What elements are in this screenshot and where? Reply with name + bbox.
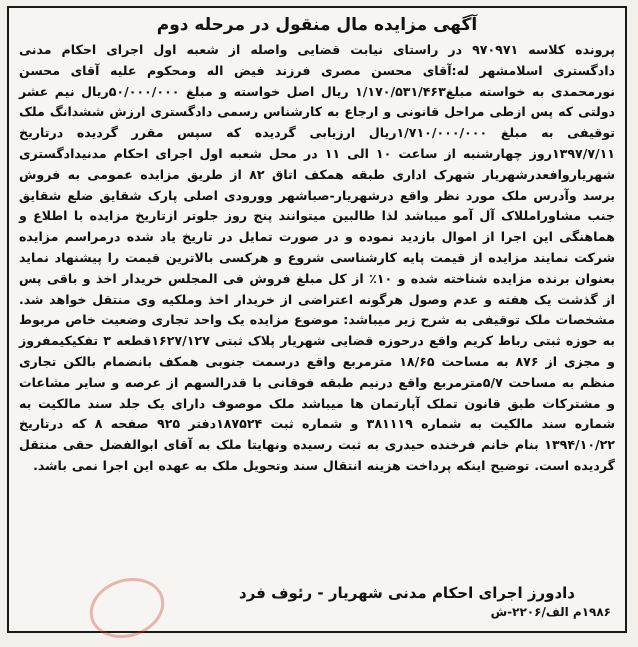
signature: دادورز اجرای احکام مدنی شهریار - رئوف فرد [239,584,575,602]
notice-body: پرونده کلاسه ۹۷۰۹۷۱ در راستای نیابت قضایی واصله از شعبه اول اجرای احکام مدنی دادگستری اسلامشهر له:آقای محسن مصری فرزند فیض اله ومحکوم علیه آقای محسن نورمحمدی به خواسته مبلغ۱/۱۷۰/۵۳۱/۴۶۳ ریال اصل خواسته و مبلغ ۵۰/۰۰۰/۰۰۰ریال نیم عشر دولتی که پس ازطی مراحل قانونی و ارجاع به کارشناس رسمی دادگستری ارزش ششدانگ ملک توقیفی به مبلغ ۱/۷۱۰/۰۰۰/۰۰۰ریال ارزیابی گردیده که سپس مقرر گردیده درتاریخ ۱۳۹۷/۷/۱۱روز چهارشنبه از ساعت ۱۰ الی ۱۱ در محل شعبه اول اجرای احکام مدنیدادگستری شهریاروافعدرشهریار شهرک اداری طبقه همکف اتاق ۸۲ از طریق مزایده عمومی به فروش برسد وآدرس ملک مورد نظر واقع درشهریار-صباشهر وورودی اصلی پارک شقایق ضلع شقایق جنب مشاورامللاک آل آمو میباشد لذا طالبین میتوانند پنج روز جلوتر ازتاریخ مزایده با اطلاع و هماهنگی این اجرا از اموال بازدید نموده و در صورت تمایل در تاریخ یاد شده درمراسم مزایده شرکت نمایند مزایده از قیمت پایه کارشناسی شروع و هرکسی بالاترین قیمت را پیشنهاد نماید بعنوان برنده مزایده شناخته شده و ۱۰٪ از کل مبلغ فروش فی المجلس خریدار اخذ و باقی پس از گذشت یک هفته و عدم وصول هرگونه اعتراضی از خریدار اخذ وملکیه وی منتقل خواهد شد. مشخصات ملک توقیفی به شرح زیر میباشد: موضوع مزایده یک واحد تجاری وضعیت خاص مربوط به حوزه ثبتی رباط کریم واقع درحوزه قضایی شهریار پلاک ثبتی ۱۶۲۷/۱۲۷قطعه ۳ تفکیکیمفروز و مجزی از ۸۷۶ به مساحت ۱۸/۶۵ مترمربع واقع درسمت جنوبی همکف بانضمام بالکن تجاری منظم به مساحت ۵/۷مترمربع واقع درنیم طبقه فوقانی با قدرالسهم از عرصه و سایر مشاعات و مشترکات طبق قانون تملک آپارتمان ها میباشد ملک موصوف دارای یک جلد سند مالکیت به شماره سند مالکیت به شماره ۳۸۱۱۱۹ و شماره ثبت ۱۸۷۵۲۴دفتر ۹۲۵ صفحه ۸ که درتاریخ ۱۳۹۴/۱۰/۲۲ بنام خانم فرخنده حیدری به ثبت رسیده ونهایتا ملک به آقای ابوالفضل حقی منتقل گردیده است. توضیح اینکه پرداخت هزینه انتقال سند وتحویل ملک به عهده این اجرا نمی باشد. [19,42,615,473]
auction-notice [7,6,627,633]
stamp-mark [82,569,172,647]
notice-footer [19,583,615,623]
notice-title: آگهی مزایده مال منقول در مرحله دوم [156,15,478,35]
reference-number: ۱۹۸۶م الف/۲۲۰۶-ش [490,605,611,619]
